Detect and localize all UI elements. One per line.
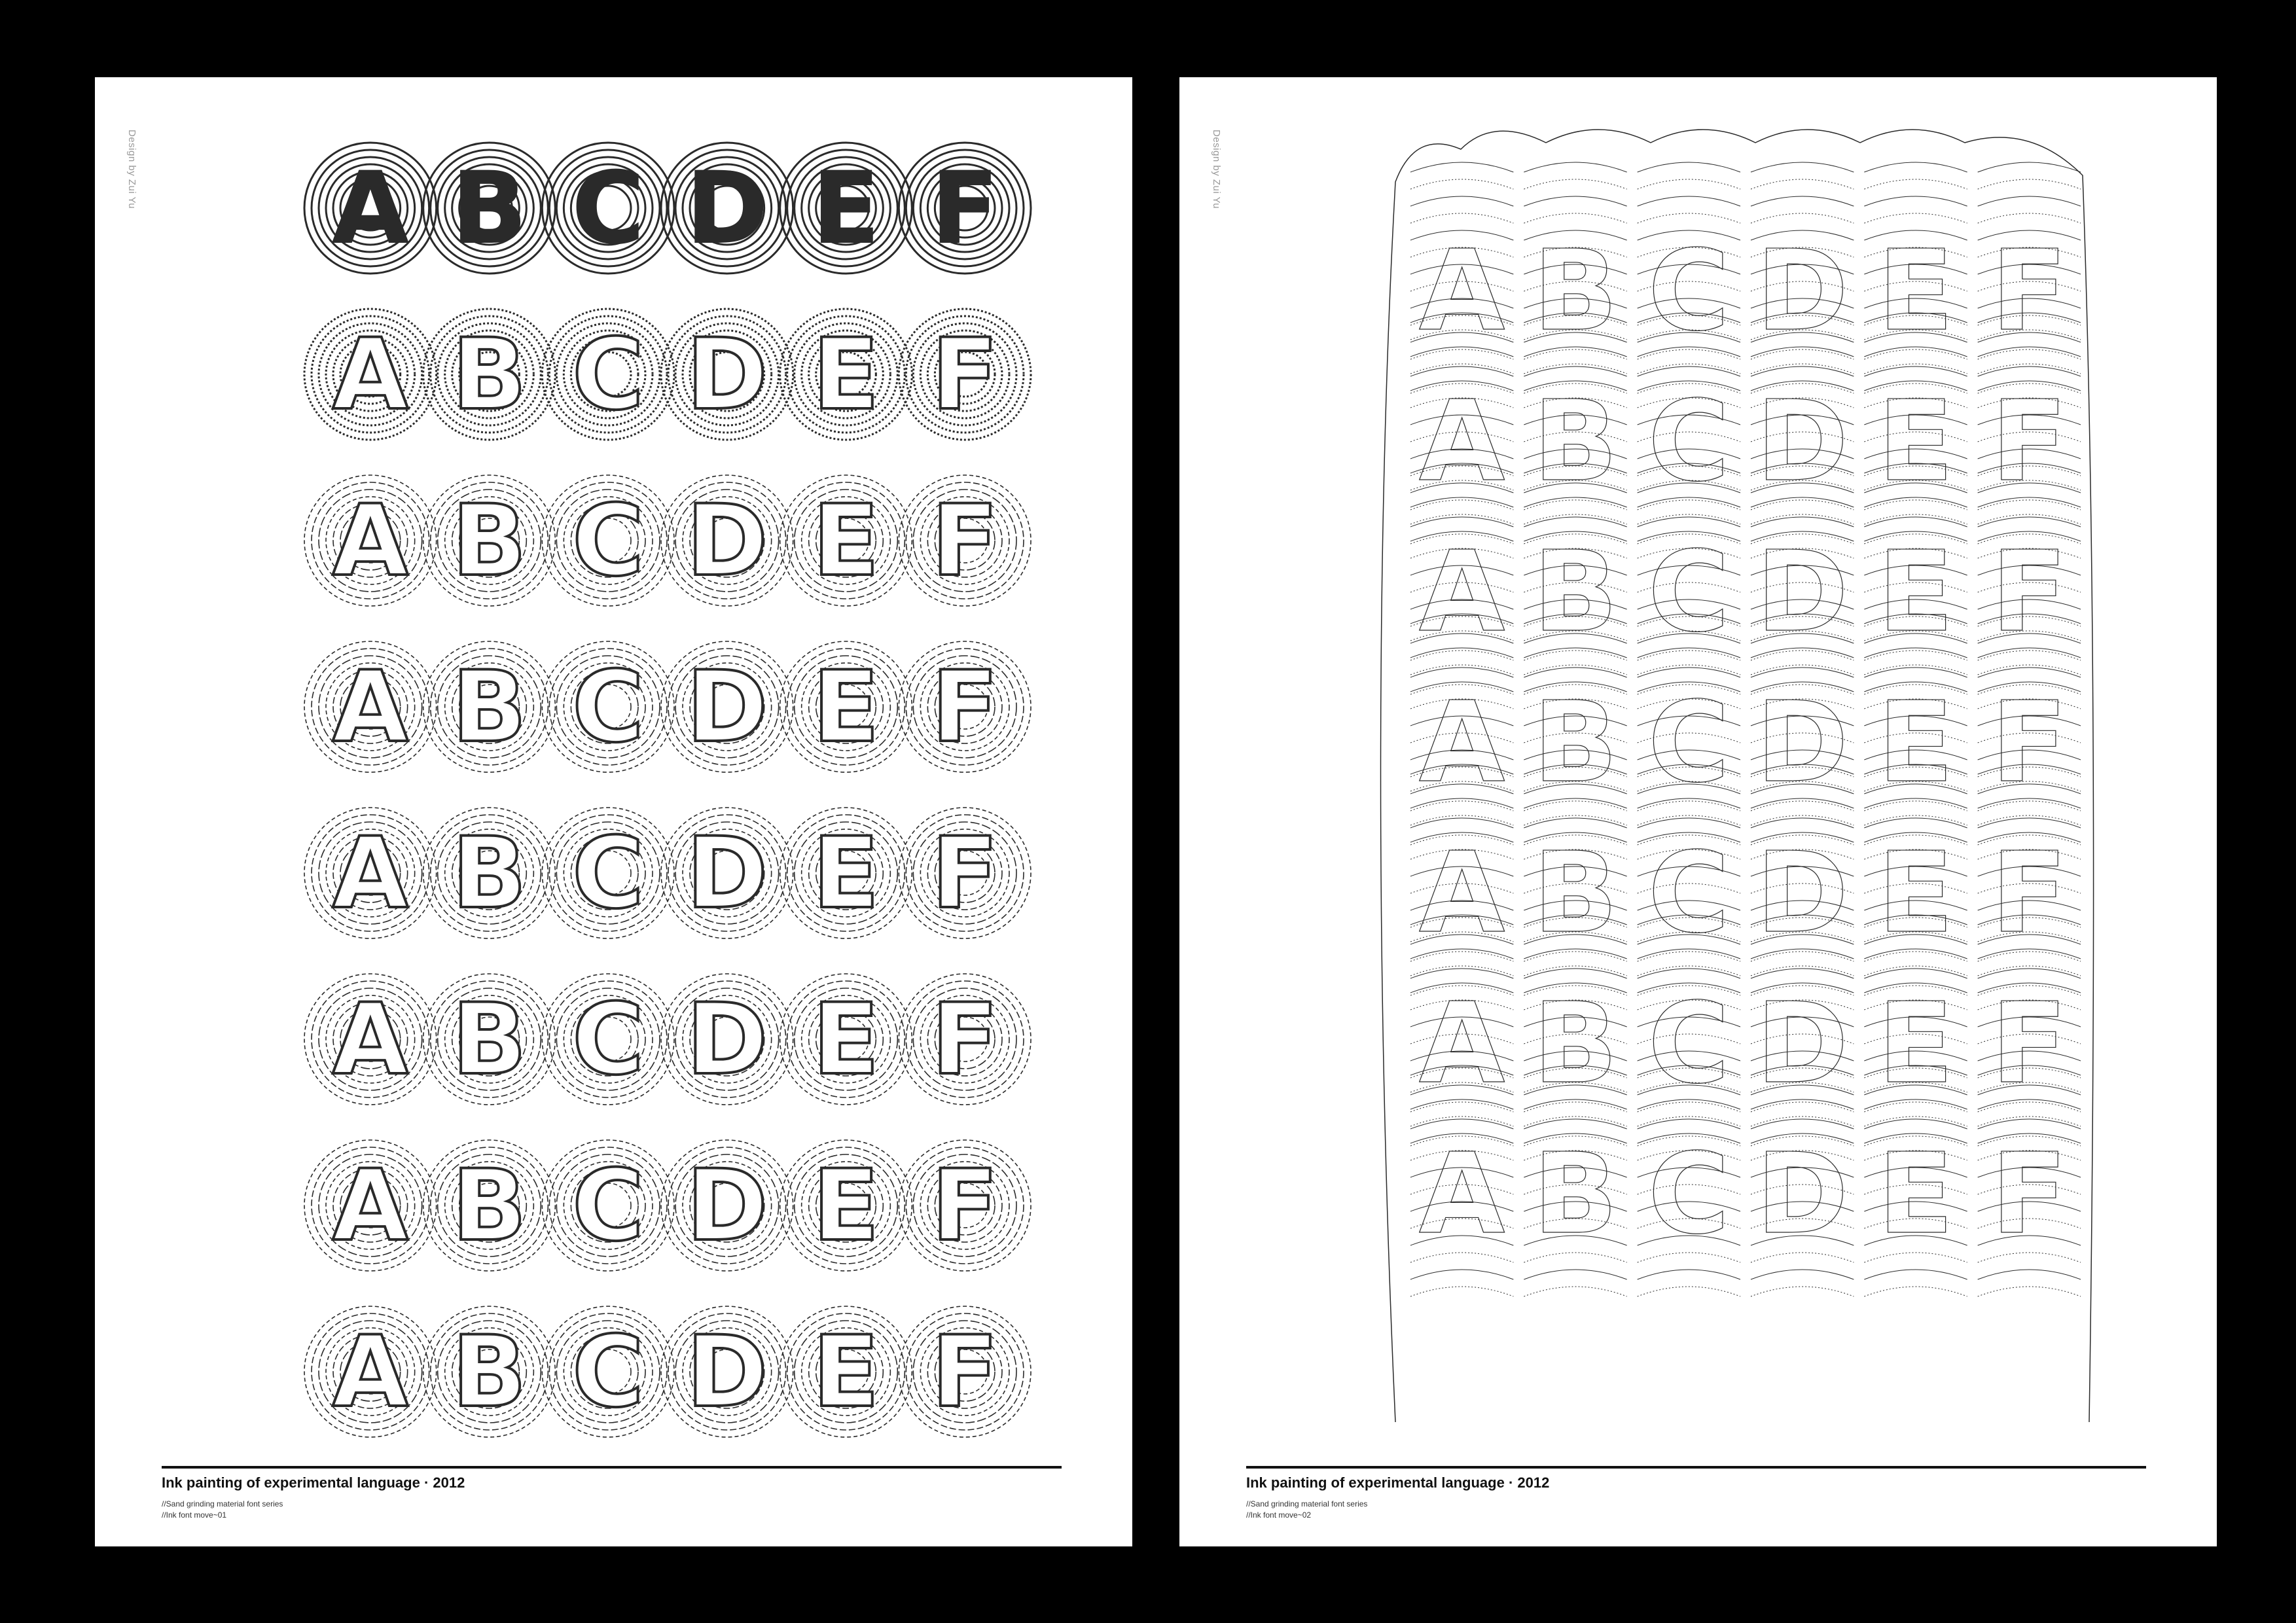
letter-glyph: [661, 974, 793, 1105]
svg-text:D: D: [1756, 226, 1849, 356]
svg-text:F: F: [1991, 979, 2068, 1109]
svg-text:F: F: [1991, 678, 2068, 808]
svg-text:A: A: [332, 484, 408, 598]
letter-row: [1410, 1065, 2081, 1296]
letter-glyph: [780, 808, 912, 938]
letter-glyph: [304, 974, 437, 1105]
letter-glyph: [542, 309, 674, 440]
svg-text:F: F: [931, 1315, 999, 1429]
letter-glyph: [661, 143, 793, 274]
letter-glyph: [542, 641, 674, 772]
letter-glyph: [1638, 162, 1740, 393]
letter-glyph: [661, 309, 793, 440]
svg-text:D: D: [686, 1315, 768, 1429]
letter-glyph: [661, 1140, 793, 1271]
letter-glyph: [899, 475, 1031, 606]
letter-row: [304, 475, 1031, 606]
letter-glyph: [304, 309, 437, 440]
svg-text:B: B: [452, 1149, 527, 1263]
svg-text:F: F: [1991, 1130, 2068, 1259]
letter-row: [1410, 764, 2081, 995]
svg-text:A: A: [1418, 377, 1505, 507]
svg-text:B: B: [1533, 979, 1618, 1109]
svg-text:E: E: [812, 318, 880, 432]
letter-glyph: [899, 309, 1031, 440]
letter-glyph: [899, 1140, 1031, 1271]
poster-series: //Sand grinding material font series: [162, 1499, 283, 1508]
letter-row: [304, 309, 1031, 440]
letter-glyph: [780, 475, 912, 606]
letter-glyph: [542, 808, 674, 938]
letter-row: [1410, 915, 2081, 1146]
svg-text:D: D: [686, 983, 768, 1097]
letter-glyph: [661, 808, 793, 938]
svg-text:B: B: [1533, 527, 1618, 657]
letter-glyph: [780, 1306, 912, 1437]
svg-text:F: F: [931, 651, 999, 764]
svg-text:C: C: [572, 1315, 645, 1429]
svg-text:E: E: [1877, 527, 1954, 657]
poster-left: [95, 77, 1132, 1546]
svg-text:C: C: [572, 983, 645, 1097]
svg-text:A: A: [332, 651, 408, 764]
letter-glyph: [542, 475, 674, 606]
svg-text:D: D: [1756, 1130, 1849, 1259]
svg-text:E: E: [812, 1315, 880, 1429]
svg-text:A: A: [1418, 829, 1505, 958]
letter-glyph: [661, 1306, 793, 1437]
typography-artwork-rows: [95, 77, 1132, 1452]
svg-text:E: E: [812, 1149, 880, 1263]
svg-text:A: A: [332, 1149, 408, 1263]
letter-glyph: [899, 808, 1031, 938]
letter-row: [304, 1140, 1031, 1271]
letter-row: [1410, 614, 2081, 845]
svg-text:D: D: [686, 651, 768, 764]
svg-text:E: E: [1877, 979, 1954, 1109]
letter-glyph: [423, 641, 556, 772]
svg-text:D: D: [1756, 979, 1849, 1109]
letter-glyph: [1410, 162, 1513, 393]
poster-edition: //Ink font move~02: [1246, 1510, 1312, 1520]
svg-text:D: D: [1756, 527, 1849, 657]
svg-text:F: F: [931, 1149, 999, 1263]
letter-glyph: [304, 1140, 437, 1271]
poster-title: Ink painting of experimental language · 2012: [162, 1474, 465, 1491]
svg-text:B: B: [452, 651, 527, 764]
letter-glyph: [542, 1140, 674, 1271]
svg-text:A: A: [332, 318, 408, 432]
svg-text:F: F: [931, 983, 999, 1097]
svg-text:C: C: [1647, 1130, 1730, 1259]
letter-row: [304, 143, 1031, 274]
designer-credit: Design by Zui Yu: [1211, 130, 1222, 209]
svg-text:F: F: [931, 817, 999, 931]
letter-glyph: [1864, 162, 1967, 393]
svg-text:D: D: [1756, 678, 1849, 808]
svg-text:B: B: [452, 817, 527, 931]
letter-glyph: [423, 143, 556, 274]
svg-text:F: F: [1991, 226, 2068, 356]
svg-text:D: D: [686, 1149, 768, 1263]
svg-text:F: F: [1991, 829, 2068, 958]
svg-text:A: A: [332, 152, 408, 266]
letter-row: [1410, 463, 2081, 694]
letter-glyph: [423, 974, 556, 1105]
letter-glyph: [1751, 162, 1854, 393]
svg-text:B: B: [1533, 377, 1618, 507]
letter-row: [304, 974, 1031, 1105]
svg-text:A: A: [1418, 678, 1505, 808]
poster-edition: //Ink font move~01: [162, 1510, 227, 1520]
letter-glyph: [1978, 162, 2081, 393]
typography-artwork-grid: [1179, 77, 2217, 1452]
letter-row: [1410, 313, 2081, 544]
svg-text:B: B: [452, 983, 527, 1097]
svg-text:A: A: [1418, 226, 1505, 356]
letter-glyph: [542, 974, 674, 1105]
svg-text:F: F: [1991, 527, 2068, 657]
poster-series: //Sand grinding material font series: [1246, 1499, 1368, 1508]
letter-glyph: [1524, 162, 1626, 393]
letter-row: [304, 808, 1031, 938]
letter-row: [304, 641, 1031, 772]
svg-text:B: B: [1533, 1130, 1618, 1259]
letter-row: [304, 1306, 1031, 1437]
poster-title: Ink painting of experimental language · 2012: [1246, 1474, 1550, 1491]
letter-glyph: [899, 1306, 1031, 1437]
letter-glyph: [542, 143, 674, 274]
letter-row: [1410, 162, 2081, 393]
svg-text:E: E: [1877, 829, 1954, 958]
svg-text:A: A: [332, 983, 408, 1097]
svg-text:C: C: [572, 1149, 645, 1263]
letter-glyph: [423, 1306, 556, 1437]
letter-glyph: [304, 641, 437, 772]
svg-text:C: C: [1647, 226, 1730, 356]
svg-text:F: F: [931, 152, 999, 266]
svg-text:E: E: [1877, 226, 1954, 356]
svg-text:F: F: [931, 484, 999, 598]
svg-text:E: E: [812, 152, 880, 266]
svg-text:D: D: [686, 318, 768, 432]
svg-text:C: C: [1647, 678, 1730, 808]
svg-text:E: E: [812, 651, 880, 764]
svg-text:B: B: [452, 318, 527, 432]
svg-text:D: D: [686, 484, 768, 598]
svg-text:C: C: [572, 318, 645, 432]
svg-text:D: D: [1756, 377, 1849, 507]
svg-text:B: B: [452, 152, 527, 266]
svg-text:C: C: [572, 651, 645, 764]
svg-text:B: B: [1533, 226, 1618, 356]
svg-text:B: B: [452, 1315, 527, 1429]
letter-glyph: [780, 974, 912, 1105]
letter-glyph: [899, 641, 1031, 772]
letter-glyph: [423, 808, 556, 938]
letter-glyph: [899, 974, 1031, 1105]
svg-text:D: D: [1756, 829, 1849, 958]
svg-text:B: B: [1533, 678, 1618, 808]
letter-glyph: [304, 143, 437, 274]
svg-text:E: E: [1877, 377, 1954, 507]
svg-text:E: E: [812, 484, 880, 598]
title-rule: [1246, 1466, 2146, 1469]
svg-text:B: B: [452, 484, 527, 598]
letter-glyph: [304, 475, 437, 606]
svg-text:C: C: [1647, 829, 1730, 958]
letter-glyph: [423, 309, 556, 440]
letter-glyph: [780, 1140, 912, 1271]
svg-text:B: B: [1533, 829, 1618, 958]
svg-text:C: C: [1647, 979, 1730, 1109]
letter-glyph: [423, 1140, 556, 1271]
svg-text:E: E: [1877, 1130, 1954, 1259]
title-rule: [162, 1466, 1062, 1469]
letter-glyph: [661, 475, 793, 606]
svg-text:C: C: [572, 152, 645, 266]
svg-text:A: A: [1418, 527, 1505, 657]
svg-text:A: A: [332, 1315, 408, 1429]
letter-glyph: [661, 641, 793, 772]
svg-text:C: C: [1647, 527, 1730, 657]
svg-text:E: E: [1877, 678, 1954, 808]
svg-text:F: F: [931, 318, 999, 432]
svg-text:A: A: [1418, 979, 1505, 1109]
svg-text:A: A: [1418, 1130, 1505, 1259]
poster-right: [1179, 77, 2217, 1546]
svg-text:E: E: [812, 817, 880, 931]
svg-text:C: C: [572, 484, 645, 598]
svg-text:C: C: [1647, 377, 1730, 507]
designer-credit: Design by Zui Yu: [126, 130, 137, 209]
svg-text:A: A: [332, 817, 408, 931]
letter-glyph: [304, 1306, 437, 1437]
svg-text:E: E: [812, 983, 880, 1097]
letter-glyph: [423, 475, 556, 606]
letter-glyph: [899, 143, 1031, 274]
letter-glyph: [542, 1306, 674, 1437]
svg-text:F: F: [1991, 377, 2068, 507]
svg-text:D: D: [686, 152, 768, 266]
svg-text:D: D: [686, 817, 768, 931]
svg-text:C: C: [572, 817, 645, 931]
letter-glyph: [780, 143, 912, 274]
letter-glyph: [304, 808, 437, 938]
letter-glyph: [780, 641, 912, 772]
letter-glyph: [780, 309, 912, 440]
